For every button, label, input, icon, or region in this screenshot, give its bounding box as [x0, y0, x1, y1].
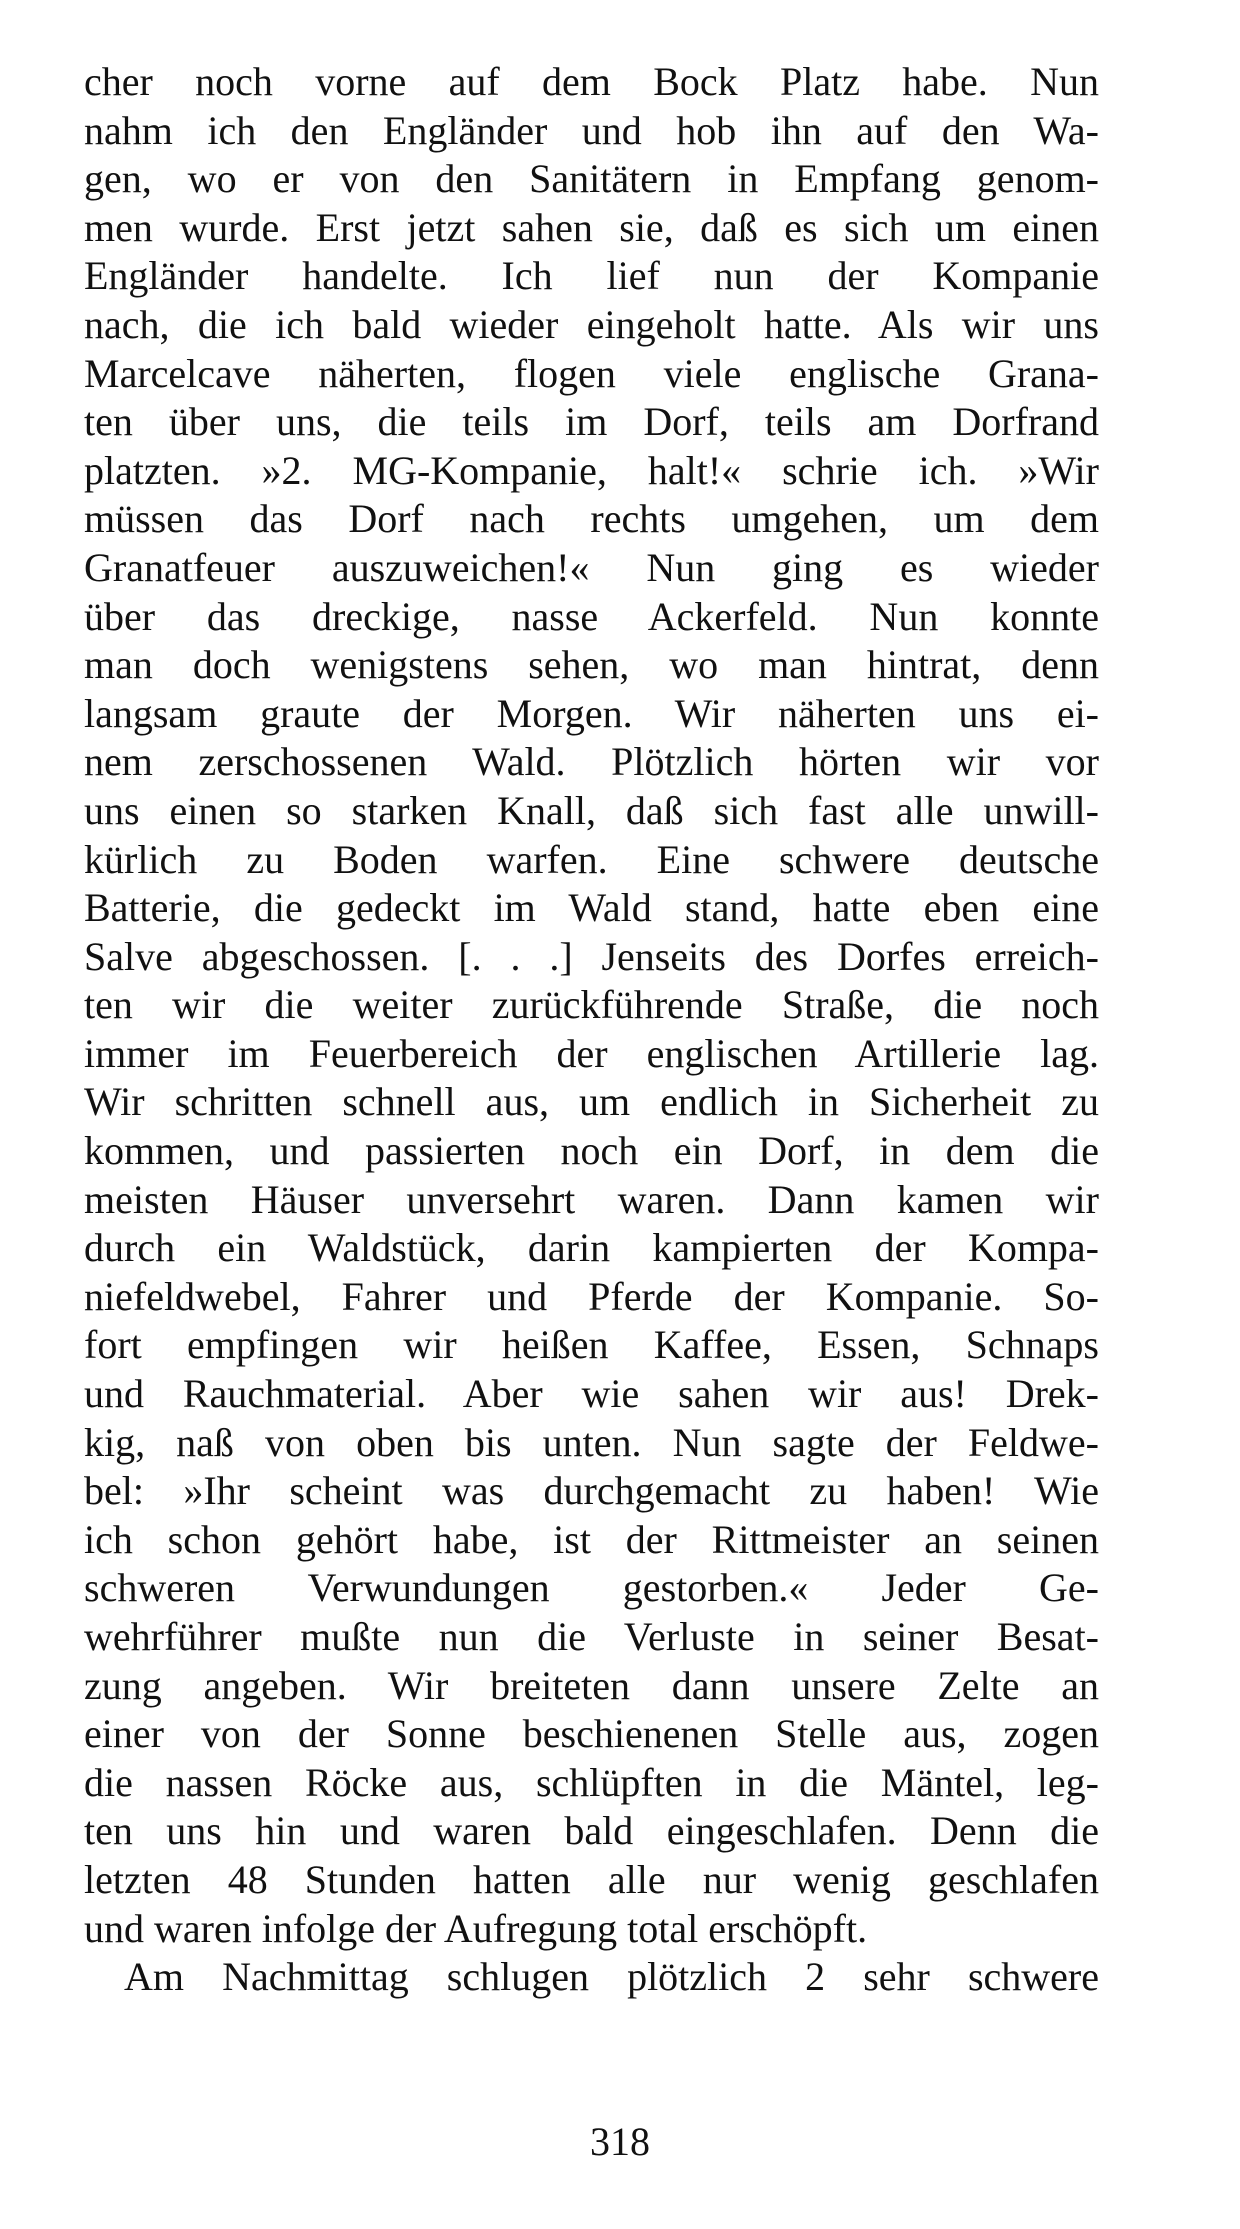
text-line: ten wir die weiter zurückführende Straße, die noch — [84, 982, 1099, 1028]
text-line: meisten Häuser unversehrt waren. Dann kamen wir — [84, 1176, 1099, 1222]
text-line: langsam graute der Morgen. Wir näherten uns ei- — [84, 690, 1099, 736]
text-line: Engländer handelte. Ich lief nun der Kompanie — [84, 253, 1099, 299]
text-line: und Rauchmaterial. Aber wie sahen wir aus! Drek- — [84, 1371, 1099, 1417]
text-line: schweren Verwundungen gestorben.« Jeder Ge- — [84, 1565, 1099, 1611]
text-line: müssen das Dorf nach rechts umgehen, um dem — [84, 496, 1099, 542]
text-line: nach, die ich bald wieder eingeholt hatte. Als wir uns — [84, 301, 1099, 347]
text-line: man doch wenigstens sehen, wo man hintrat, denn — [84, 642, 1099, 688]
text-line: immer im Feuerbereich der englischen Artillerie lag. — [84, 1030, 1099, 1076]
text-line: Granatfeuer auszuweichen!« Nun ging es wieder — [84, 544, 1099, 590]
text-line: Batterie, die gedeckt im Wald stand, hatte eben eine — [84, 885, 1099, 931]
text-line: Marcelcave näherten, flogen viele englische Grana- — [84, 350, 1099, 396]
text-line: letzten 48 Stunden hatten alle nur wenig geschlafen — [84, 1856, 1099, 1902]
text-line: nem zerschossenen Wald. Plötzlich hörten wir vor — [84, 739, 1099, 785]
text-line: gen, wo er von den Sanitätern in Empfang genom- — [84, 156, 1099, 202]
text-line: platzten. »2. MG-Kompanie, halt!« schrie ich. »Wir — [84, 447, 1099, 493]
text-line: fort empfingen wir heißen Kaffee, Essen, Schnaps — [84, 1322, 1099, 1368]
text-line: ten über uns, die teils im Dorf, teils am Dorfrand — [84, 399, 1099, 445]
text-line: zung angeben. Wir breiteten dann unsere Zelte an — [84, 1662, 1099, 1708]
text-line: Wir schritten schnell aus, um endlich in Sicherheit zu — [84, 1079, 1099, 1125]
text-line: men wurde. Erst jetzt sahen sie, daß es sich um einen — [84, 204, 1099, 250]
text-line: Salve abgeschossen. [. . .] Jenseits des Dorfes erreich- — [84, 933, 1099, 979]
text-line: uns einen so starken Knall, daß sich fast alle unwill- — [84, 787, 1099, 833]
text-line: einer von der Sonne beschienenen Stelle aus, zogen — [84, 1711, 1099, 1757]
text-line: ten uns hin und waren bald eingeschlafen. Denn die — [84, 1808, 1099, 1854]
text-line: wehrführer mußte nun die Verluste in seiner Besat- — [84, 1614, 1099, 1659]
text-line: cher noch vorne auf dem Bock Platz habe. Nun — [84, 59, 1099, 104]
text-line: ich schon gehört habe, ist der Rittmeister an seinen — [84, 1516, 1099, 1562]
text-line: nahm ich den Engländer und hob ihn auf den Wa- — [84, 107, 1099, 153]
text-line: bel: »Ihr scheint was durchgemacht zu haben! Wie — [84, 1468, 1099, 1514]
text-line: die nassen Röcke aus, schlüpften in die Mäntel, leg- — [84, 1759, 1099, 1805]
text-line: und waren infolge der Aufregung total erschöpft. — [84, 1905, 868, 1951]
page-number: 318 — [590, 2119, 650, 2164]
text-line: über das dreckige, nasse Ackerfeld. Nun konnte — [84, 593, 1099, 639]
body-text — [84, 58, 1099, 2002]
text-line: durch ein Waldstück, darin kampierten der Kompa- — [84, 1225, 1099, 1271]
text-line: kürlich zu Boden warfen. Eine schwere deutsche — [84, 836, 1099, 882]
text-line: niefeldwebel, Fahrer und Pferde der Kompanie. So- — [84, 1273, 1099, 1319]
text-line: kommen, und passierten noch ein Dorf, in dem die — [84, 1128, 1099, 1174]
text-line: Am Nachmittag schlugen plötzlich 2 sehr schwere — [124, 1954, 1099, 2000]
text-line: kig, naß von oben bis unten. Nun sagte der Feldwe- — [84, 1419, 1099, 1465]
